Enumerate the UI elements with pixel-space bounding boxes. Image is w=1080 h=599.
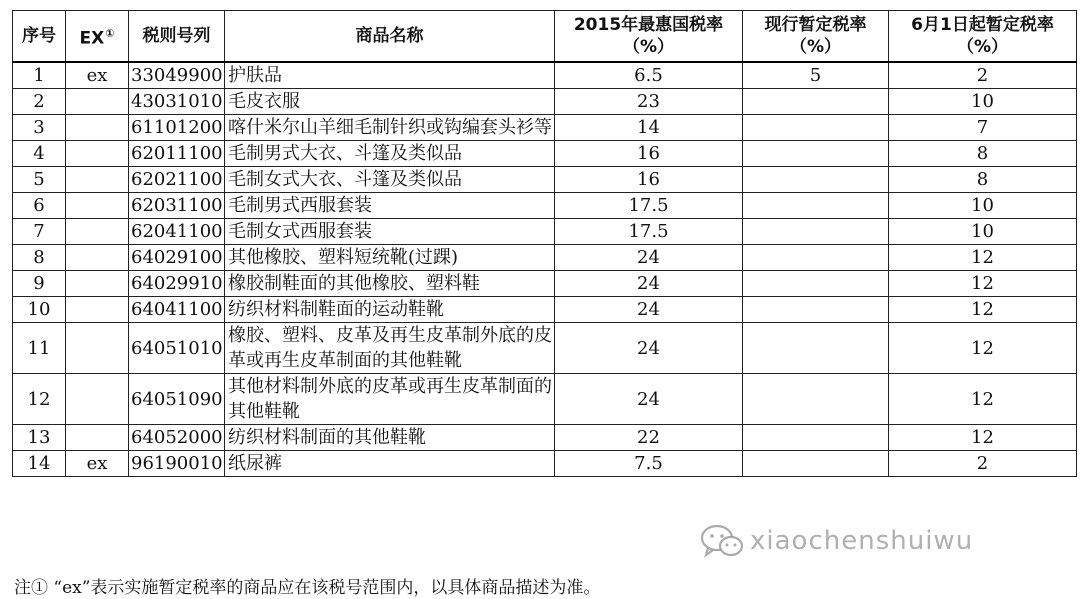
- cell-index: 4: [13, 141, 66, 167]
- table-row: [13, 323, 1077, 374]
- cell-mfn-rate: 7.5: [555, 451, 743, 477]
- cell-mfn-rate: 17.5: [555, 219, 743, 245]
- cell-ex: ex: [66, 62, 129, 89]
- cell-index: 6: [13, 193, 66, 219]
- tariff-table: [12, 10, 1077, 477]
- cell-mfn-rate: 16: [555, 167, 743, 193]
- cell-new-rate: 12: [889, 374, 1077, 425]
- table-header: [13, 11, 1077, 63]
- table-row: [13, 451, 1077, 477]
- cell-name: 其他橡胶、塑料短统靴(过踝): [225, 245, 555, 271]
- header-ex: [66, 11, 129, 63]
- cell-index: 11: [13, 323, 66, 374]
- cell-current-rate: [743, 323, 889, 374]
- cell-mfn-rate: 24: [555, 323, 743, 374]
- cell-new-rate: 2: [889, 451, 1077, 477]
- cell-ex: ex: [66, 451, 129, 477]
- cell-mfn-rate: 24: [555, 271, 743, 297]
- cell-current-rate: [743, 451, 889, 477]
- header-mfn-rate: [555, 11, 743, 63]
- table-row: [13, 297, 1077, 323]
- cell-mfn-rate: 22: [555, 425, 743, 451]
- cell-new-rate: 10: [889, 219, 1077, 245]
- cell-current-rate: [743, 245, 889, 271]
- cell-index: 8: [13, 245, 66, 271]
- cell-code: 33049900: [129, 62, 225, 89]
- cell-index: 2: [13, 89, 66, 115]
- cell-ex: [66, 167, 129, 193]
- cell-index: 14: [13, 451, 66, 477]
- cell-ex: [66, 323, 129, 374]
- cell-current-rate: [743, 297, 889, 323]
- table-row: [13, 62, 1077, 89]
- header-mfn-rate-line2: （%）: [622, 37, 675, 57]
- header-current-rate-line1: 现行暂定税率: [764, 15, 867, 35]
- cell-current-rate: [743, 271, 889, 297]
- cell-new-rate: 8: [889, 141, 1077, 167]
- cell-mfn-rate: 14: [555, 115, 743, 141]
- cell-name: 毛制男式西服套装: [225, 193, 555, 219]
- cell-mfn-rate: 24: [555, 374, 743, 425]
- header-index: 序号: [13, 11, 66, 63]
- cell-ex: [66, 115, 129, 141]
- cell-current-rate: [743, 425, 889, 451]
- footnote: 注① “ex”表示实施暂定税率的商品应在该税号范围内，以具体商品描述为准。: [14, 578, 601, 598]
- cell-code: 62011100: [129, 141, 225, 167]
- cell-ex: [66, 219, 129, 245]
- header-mfn-rate-line1: 2015年最惠国税率: [573, 15, 724, 35]
- cell-ex: [66, 271, 129, 297]
- cell-current-rate: [743, 141, 889, 167]
- cell-ex: [66, 374, 129, 425]
- cell-code: 62031100: [129, 193, 225, 219]
- cell-ex: [66, 193, 129, 219]
- cell-mfn-rate: 6.5: [555, 62, 743, 89]
- cell-ex: [66, 141, 129, 167]
- cell-current-rate: [743, 219, 889, 245]
- cell-new-rate: 8: [889, 167, 1077, 193]
- table-row: [13, 115, 1077, 141]
- cell-new-rate: 10: [889, 193, 1077, 219]
- cell-index: 13: [13, 425, 66, 451]
- watermark-text: xiaochenshuiwu: [750, 526, 974, 556]
- table-row: [13, 193, 1077, 219]
- cell-current-rate: 5: [743, 62, 889, 89]
- cell-index: 7: [13, 219, 66, 245]
- header-ex-label: EX: [79, 28, 105, 49]
- cell-mfn-rate: 24: [555, 297, 743, 323]
- header-current-rate-line2: （%）: [789, 37, 842, 57]
- cell-new-rate: 12: [889, 323, 1077, 374]
- table-row: [13, 245, 1077, 271]
- cell-index: 1: [13, 62, 66, 89]
- cell-code: 96190010: [129, 451, 225, 477]
- table-row: [13, 374, 1077, 425]
- cell-name: 喀什米尔山羊细毛制针织或钩编套头衫等: [225, 115, 555, 141]
- cell-name: 毛制男式大衣、斗篷及类似品: [225, 141, 555, 167]
- cell-name: 纺织材料制鞋面的运动鞋靴: [225, 297, 555, 323]
- cell-code: 61101200: [129, 115, 225, 141]
- table-row: [13, 167, 1077, 193]
- header-row: [13, 11, 1077, 63]
- cell-index: 12: [13, 374, 66, 425]
- cell-index: 9: [13, 271, 66, 297]
- cell-current-rate: [743, 89, 889, 115]
- table-row: [13, 425, 1077, 451]
- watermark: [700, 520, 1050, 562]
- cell-ex: [66, 425, 129, 451]
- cell-new-rate: 12: [889, 297, 1077, 323]
- cell-name: 毛皮衣服: [225, 89, 555, 115]
- cell-code: 64051090: [129, 374, 225, 425]
- cell-name: 纸尿裤: [225, 451, 555, 477]
- table-body: [13, 62, 1077, 477]
- cell-ex: [66, 89, 129, 115]
- cell-current-rate: [743, 374, 889, 425]
- cell-index: 3: [13, 115, 66, 141]
- cell-name: 毛制女式大衣、斗篷及类似品: [225, 167, 555, 193]
- cell-code: 64029100: [129, 245, 225, 271]
- cell-new-rate: 12: [889, 425, 1077, 451]
- cell-index: 5: [13, 167, 66, 193]
- header-new-rate: [889, 11, 1077, 63]
- cell-mfn-rate: 16: [555, 141, 743, 167]
- table-row: [13, 219, 1077, 245]
- cell-code: 64052000: [129, 425, 225, 451]
- cell-name: 纺织材料制面的其他鞋靴: [225, 425, 555, 451]
- header-name: 商品名称: [225, 11, 555, 63]
- cell-ex: [66, 245, 129, 271]
- cell-new-rate: 12: [889, 245, 1077, 271]
- cell-name: 橡胶制鞋面的其他橡胶、塑料鞋: [225, 271, 555, 297]
- header-new-rate-line1: 6月1日起暂定税率: [911, 15, 1054, 35]
- cell-mfn-rate: 24: [555, 245, 743, 271]
- table-row: [13, 89, 1077, 115]
- cell-name: 其他材料制外底的皮革或再生皮革制面的其他鞋靴: [225, 374, 555, 425]
- cell-new-rate: 12: [889, 271, 1077, 297]
- cell-ex: [66, 297, 129, 323]
- cell-name: 毛制女式西服套装: [225, 219, 555, 245]
- cell-name: 橡胶、塑料、皮革及再生皮革制外底的皮革或再生皮革制面的其他鞋靴: [225, 323, 555, 374]
- cell-mfn-rate: 23: [555, 89, 743, 115]
- cell-code: 62021100: [129, 167, 225, 193]
- cell-code: 64041100: [129, 297, 225, 323]
- cell-index: 10: [13, 297, 66, 323]
- header-new-rate-line2: （%）: [956, 37, 1009, 57]
- cell-code: 64051010: [129, 323, 225, 374]
- footnote-marker: ①: [105, 26, 115, 40]
- cell-name: 护肤品: [225, 62, 555, 89]
- wechat-icon: [700, 523, 744, 559]
- table-row: [13, 141, 1077, 167]
- cell-new-rate: 10: [889, 89, 1077, 115]
- cell-current-rate: [743, 115, 889, 141]
- header-current-rate: [743, 11, 889, 63]
- header-code: 税则号列: [129, 11, 225, 63]
- cell-code: 62041100: [129, 219, 225, 245]
- table-row: [13, 271, 1077, 297]
- cell-current-rate: [743, 193, 889, 219]
- cell-code: 43031010: [129, 89, 225, 115]
- cell-mfn-rate: 17.5: [555, 193, 743, 219]
- cell-current-rate: [743, 167, 889, 193]
- cell-new-rate: 2: [889, 62, 1077, 89]
- cell-new-rate: 7: [889, 115, 1077, 141]
- cell-code: 64029910: [129, 271, 225, 297]
